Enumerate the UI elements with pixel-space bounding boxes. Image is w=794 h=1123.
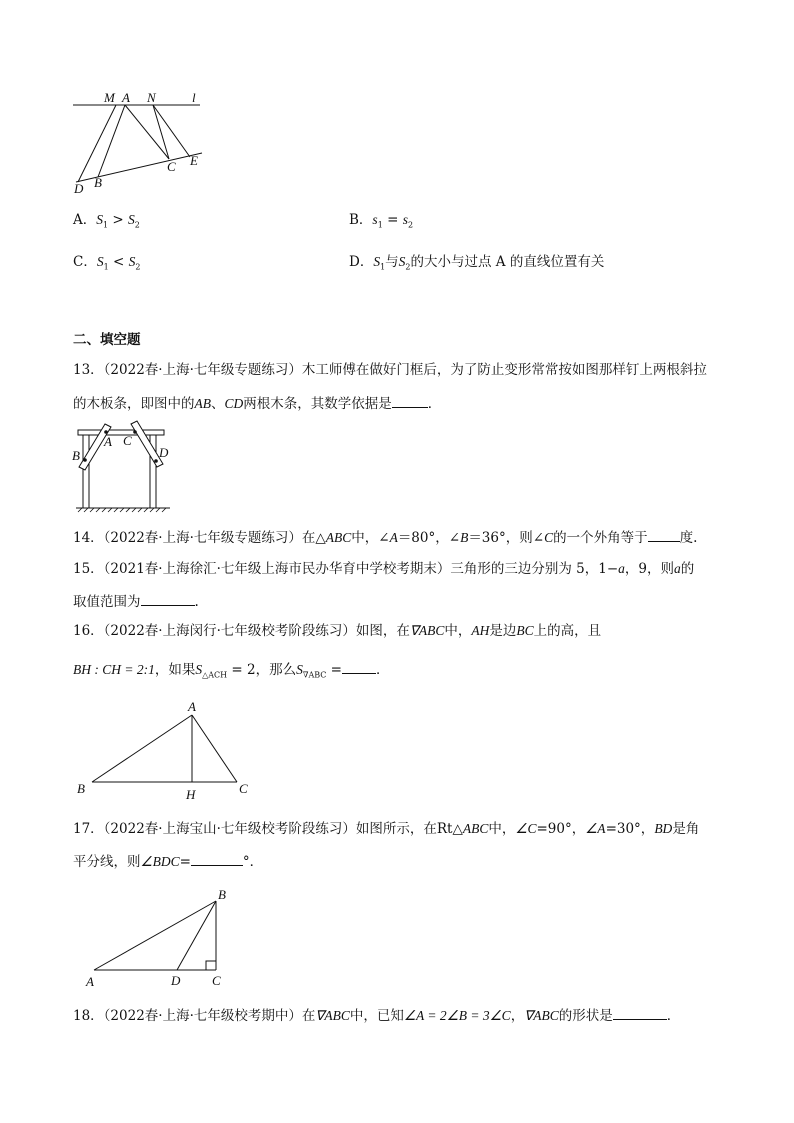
q17-figure xyxy=(82,884,242,992)
q14: 14．（2022春·上海·七年级专题练习）在△ABC中，∠A＝80°，∠B＝36°，则∠C的一个外角等于 度. xyxy=(73,527,697,548)
option-d-label: D． xyxy=(349,254,374,270)
q15-line2: 取值范围为 . xyxy=(73,591,199,612)
q16-figure xyxy=(72,698,262,803)
label-C: C xyxy=(239,781,248,796)
q18-blank[interactable] xyxy=(613,1005,667,1020)
q14-blank[interactable] xyxy=(648,527,680,542)
label-M: M xyxy=(104,90,115,105)
label-C: C xyxy=(212,973,221,988)
option-b-label: B． xyxy=(349,212,373,228)
label-A: A xyxy=(188,699,196,714)
option-a-label: A． xyxy=(73,212,97,228)
label-B: B xyxy=(94,175,102,190)
q17-blank[interactable] xyxy=(191,851,243,866)
label-l: l xyxy=(192,90,196,105)
q16-line2: BH : CH = 2:1，如果$S_{\triangle ACH} = 2$，那么$S_{\nabla ABC}$ = ． xyxy=(73,659,390,686)
q13-line1: 13．（2022春·上海·七年级专题练习）木工师傅在做好门框后，为了防止变形常常按如图那样钉上两根斜拉 xyxy=(73,362,707,378)
label-B: B xyxy=(218,887,226,902)
q15-blank[interactable] xyxy=(141,591,195,606)
q18: 18．（2022春·上海·七年级校考期中）在∇ABC中，已知∠A = 2∠B = 3∠C，∇ABC的形状是 ． xyxy=(73,1005,680,1026)
option-b: B．$s_1 = s_2$ xyxy=(349,212,414,230)
label-E: E xyxy=(190,153,198,168)
option-c: C．$S_1 < S_2$ xyxy=(73,254,141,272)
q15-line1: 15．（2021春·上海徐汇·七年级上海市民办华育中学校考期末）三角形的三边分别为 5，1−a，9，则a的 xyxy=(73,561,695,577)
label-D: D xyxy=(74,181,84,195)
label-N: N xyxy=(147,90,156,105)
q13-figure xyxy=(68,418,178,518)
label-B: B xyxy=(77,781,85,796)
q17-line1: 17．（2022春·上海宝山·七年级校考阶段练习）如图所示，在Rt△ABC中，∠C=90°，∠A=30°，BD是角 xyxy=(73,821,700,837)
label-A: A xyxy=(104,434,112,449)
label-H: H xyxy=(186,787,196,802)
label-C: C xyxy=(167,159,176,174)
label-D: D xyxy=(171,973,181,988)
q13-line2: 的木板条，即图中的AB、CD两根木条，其数学依据是 ． xyxy=(73,393,441,414)
label-A: A xyxy=(86,974,94,989)
label-D: D xyxy=(159,445,169,460)
label-C: C xyxy=(123,433,132,448)
option-a: A．$S_1 > S_2$ xyxy=(73,212,140,230)
q16-blank[interactable] xyxy=(342,659,376,674)
q16-line1: 16．（2022春·上海闵行·七年级校考阶段练习）如图，在∇ABC中，AH是边BC上的高，且 xyxy=(73,623,602,639)
option-d: D．$S_1$与$S_2$的大小与过点 A 的直线位置有关 xyxy=(349,254,605,272)
q17-line2: 平分线，则∠BDC= °． xyxy=(73,851,263,872)
q12-figure xyxy=(68,90,218,195)
q13-blank[interactable] xyxy=(392,393,428,408)
label-A: A xyxy=(122,90,130,105)
label-B: B xyxy=(72,448,80,463)
option-c-label: C． xyxy=(73,254,97,270)
section-heading: 二、填空题 xyxy=(73,332,141,348)
